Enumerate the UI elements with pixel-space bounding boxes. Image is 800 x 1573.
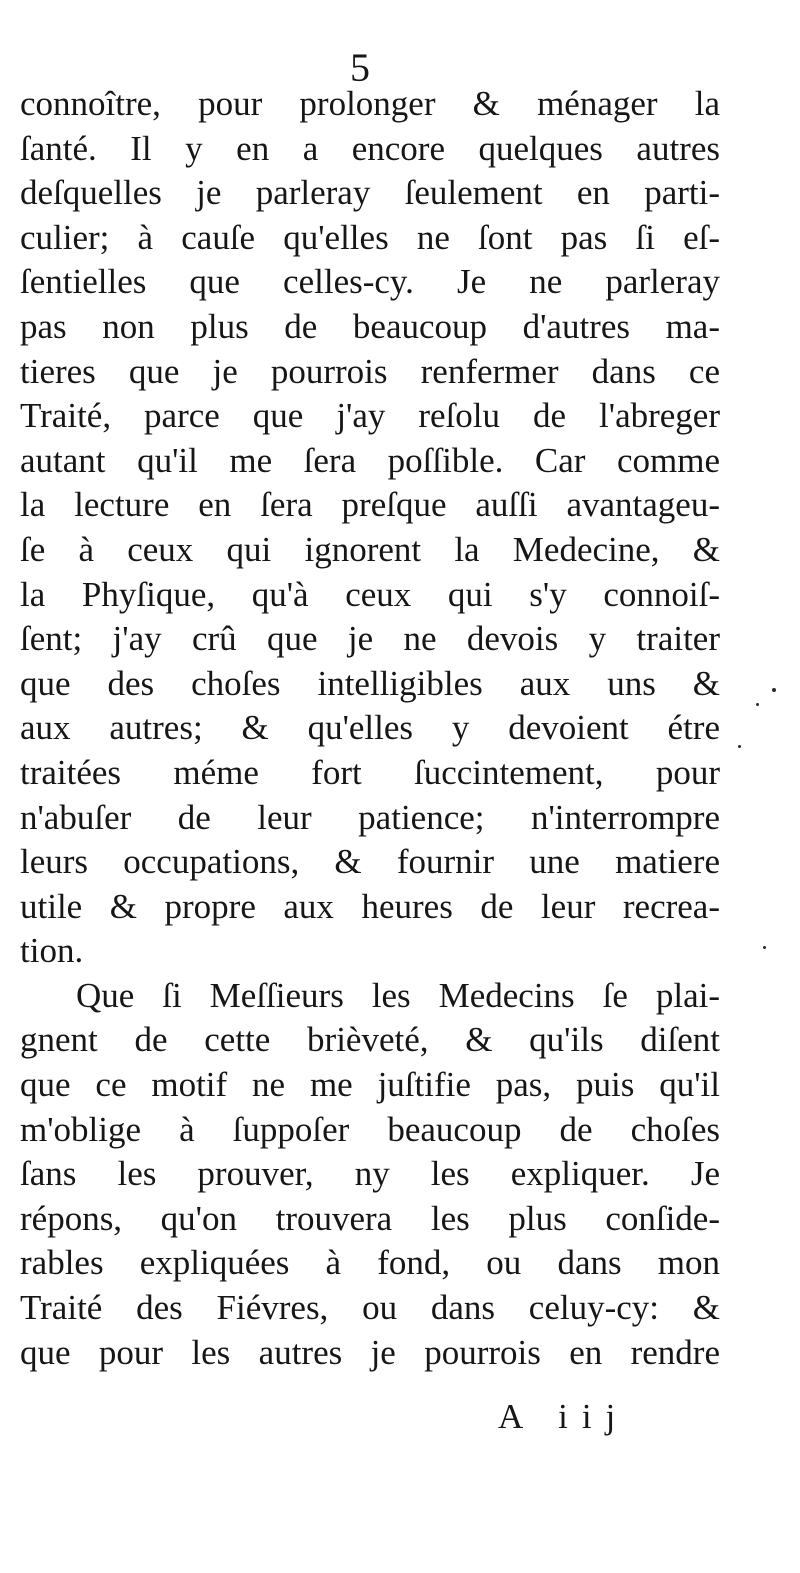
text-line: m'oblige à ſuppoſer beaucoup de choſes bbox=[20, 1109, 720, 1149]
text-line: ſanté. Il y en a encore quelques autres bbox=[20, 128, 720, 168]
text-line: pas non plus de beaucoup d'autres ma- bbox=[20, 306, 720, 346]
text-line: répons, qu'on trouvera les plus conſide- bbox=[20, 1198, 720, 1238]
text-line: autant qu'il me ſera poſſible. Car comme bbox=[20, 440, 720, 480]
text-line: n'abuſer de leur patience; n'interrompre bbox=[20, 797, 720, 837]
ink-speck bbox=[756, 703, 759, 706]
text-line: deſquelles je parleray ſeulement en parti- bbox=[20, 173, 720, 213]
text-line: Traité, parce que j'ay reſolu de l'abreger bbox=[20, 396, 720, 436]
text-line: ſent; j'ay crû que je ne devois y traiter bbox=[20, 619, 720, 659]
text-line: que des choſes intelligibles aux uns & bbox=[20, 663, 720, 703]
text-line: que pour les autres je pourrois en rendre bbox=[20, 1332, 720, 1372]
text-line: traitées méme fort ſuccintement, pour bbox=[20, 752, 720, 792]
text-line: la lecture en ſera preſque auſſi avantageu- bbox=[20, 485, 720, 525]
ink-speck bbox=[738, 745, 741, 748]
text-line: aux autres; & qu'elles y devoient étre bbox=[20, 708, 720, 748]
paragraph-1 bbox=[20, 82, 720, 974]
text-line: Traité des Fiévres, ou dans celuy-cy: & bbox=[20, 1288, 720, 1328]
ink-speck bbox=[763, 946, 766, 949]
text-line: leurs occupations, & fournir une matiere bbox=[20, 842, 720, 882]
text-line: ſentielles que celles-cy. Je ne parleray bbox=[20, 262, 720, 302]
signature-mark: A iij bbox=[498, 1397, 630, 1436]
text-line: tion. bbox=[20, 931, 84, 971]
text-line: gnent de cette brièveté, & qu'ils diſent bbox=[20, 1020, 720, 1060]
text-line: la Phyſique, qu'à ceux qui s'y connoiſ- bbox=[20, 574, 720, 614]
body-text bbox=[20, 82, 720, 1375]
text-line: rables expliquées à fond, ou dans mon bbox=[20, 1243, 720, 1283]
text-line: ſe à ceux qui ignorent la Medecine, & bbox=[20, 529, 720, 569]
text-line: ſans les prouver, ny les expliquer. Je bbox=[20, 1154, 720, 1194]
text-line: Que ſi Meſſieurs les Medecins ſe plai- bbox=[76, 975, 720, 1015]
text-line: que ce motif ne me juſtifie pas, puis qu'il bbox=[20, 1065, 720, 1105]
text-line: connoître, pour prolonger & ménager la bbox=[20, 84, 720, 123]
text-line: utile & propre aux heures de leur recrea- bbox=[20, 886, 720, 926]
text-line: culier; à cauſe qu'elles ne ſont pas ſi eſ- bbox=[20, 217, 720, 257]
text-line: tieres que je pourrois renfermer dans ce bbox=[20, 351, 720, 391]
page-number: 5 bbox=[350, 45, 370, 90]
paragraph-2 bbox=[20, 974, 720, 1375]
ink-speck bbox=[772, 688, 776, 692]
